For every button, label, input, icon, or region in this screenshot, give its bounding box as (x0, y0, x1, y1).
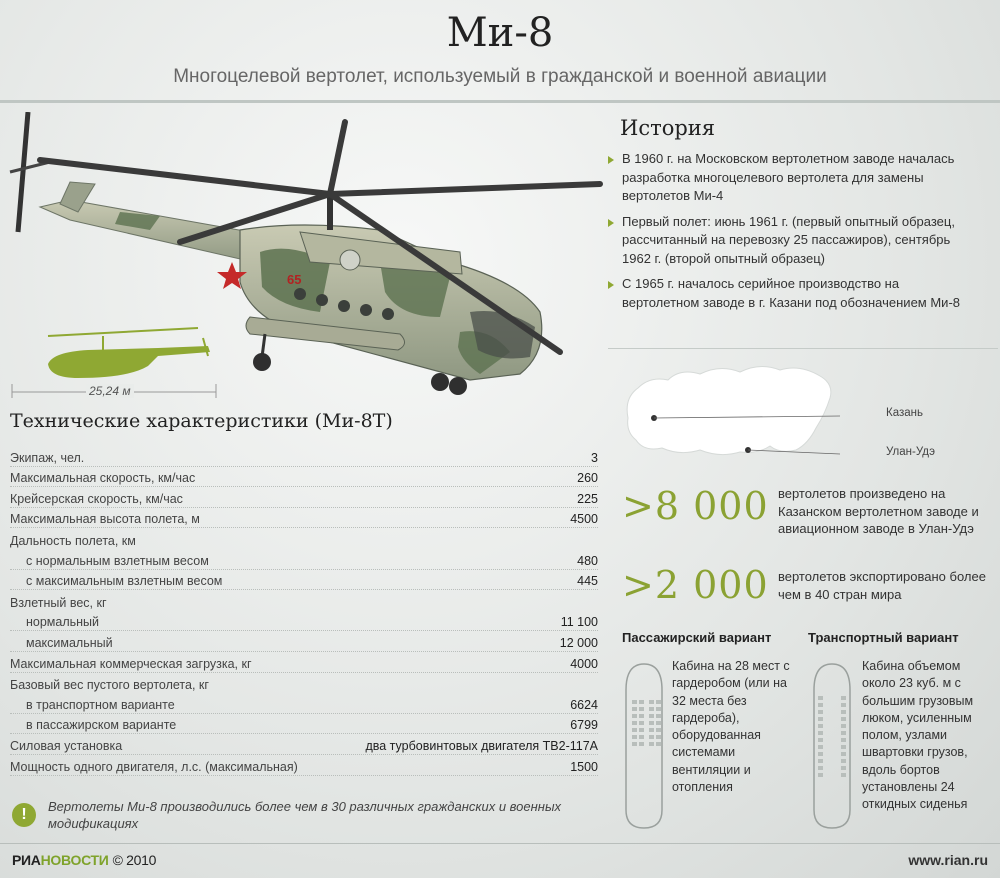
spec-row-range-max (10, 570, 598, 591)
russia-map (620, 358, 840, 474)
spec-label: Дальность полета, км (10, 533, 136, 548)
transport-variant-text: Кабина объемом около 23 куб. м с большим грузовым люком, усиленным полом, узлами швартовки грузов, вдоль бортов установлены 24 откидных сиденья (862, 659, 974, 812)
city-label-ulan-ude: Улан-Удэ (886, 446, 935, 458)
history-item-text: С 1965 г. началось серийное производство на вертолетном заводе в г. Казани под обозначением Ми-8 (622, 276, 960, 310)
modifications-note: Вертолеты Ми-8 производились более чем в 30 различных гражданских и военных модификациях (48, 799, 562, 831)
spec-row-payload (10, 652, 598, 673)
spec-row-weight-max (10, 631, 598, 652)
spec-label: Базовый вес пустого вертолета, кг (10, 678, 209, 693)
page-title: Ми-8 (446, 10, 554, 56)
history-list (606, 150, 976, 319)
spec-label: Крейсерская скорость, км/час (10, 491, 183, 506)
spec-value: 3 (591, 450, 598, 465)
spec-row-range (10, 528, 598, 549)
spec-row-weight-normal (10, 611, 598, 632)
copyright: © 2010 (112, 852, 157, 868)
spec-label: в транспортном варианте (26, 697, 175, 712)
spec-value: 445 (577, 574, 598, 589)
spec-row-range-normal (10, 549, 598, 570)
length-label: 25,24 м (86, 384, 134, 398)
history-item (606, 213, 976, 269)
spec-value: 480 (577, 553, 598, 568)
spec-label: Максимальная скорость, км/час (10, 471, 196, 486)
spec-value: 12 000 (559, 635, 598, 650)
specs-title: Технические характеристики (Ми-8Т) (10, 410, 393, 432)
history-item-text: Первый полет: июнь 1961 г. (первый опытный образец, рассчитанный на перевозку 25 пассажиров), сентябрь 1962 г. (второй опытный образец) (622, 213, 955, 266)
spec-label: нормальный (26, 615, 100, 630)
stat-exported-text: вертолетов экспортировано более чем в 40 стран мира (778, 569, 986, 602)
passenger-variant-text: Кабина на 28 мест с гардеробом (или на 32 места без гардероба), оборудованная системами вентиляции и отопления (672, 659, 790, 795)
spec-label: в пассажирском варианте (26, 718, 177, 733)
footer-divider (0, 843, 1000, 844)
spec-value: 11 100 (560, 615, 598, 630)
history-item (606, 275, 976, 312)
spec-value: 6624 (570, 697, 598, 712)
city-label-kazan: Казань (886, 407, 923, 419)
specs-table (10, 446, 598, 776)
spec-label: Максимальная коммерческая загрузка, кг (10, 656, 252, 671)
passenger-variant-title: Пассажирский вариант (622, 630, 772, 645)
side-number: 65 (287, 272, 302, 287)
transport-variant-title: Транспортный вариант (808, 630, 959, 645)
spec-label: максимальный (26, 635, 113, 650)
spec-label: Силовая установка (10, 738, 123, 753)
history-item-text: В 1960 г. на Московском вертолетном заводе началась разработка многоцелевого вертолета для замены вертолетов Ми-4 (622, 151, 955, 203)
spec-row-empty-transport (10, 693, 598, 714)
stat-produced-text: вертолетов произведено на Казанском вертолетном заводе и авиационном заводе в Улан-Удэ (778, 486, 979, 536)
stat-produced-number: >8 000 (622, 484, 769, 528)
logo-part-ria: РИА (12, 852, 41, 868)
spec-value: 6799 (570, 718, 598, 733)
ria-novosti-logo (12, 852, 156, 868)
spec-label: Взлетный вес, кг (10, 595, 107, 610)
spec-value: 260 (577, 471, 598, 486)
stat-exported-number: >2 000 (622, 563, 769, 607)
history-title: История (620, 116, 716, 140)
spec-label: с нормальным взлетным весом (26, 553, 209, 568)
spec-row-crew (10, 446, 598, 467)
spec-value: два турбовинтовых двигателя ТВ2-117А (365, 738, 598, 753)
spec-row-empty-passenger (10, 714, 598, 735)
spec-label: Максимальная высота полета, м (10, 512, 200, 527)
spec-row-empty-weight (10, 673, 598, 694)
header-divider (0, 100, 1000, 103)
spec-label: Экипаж, чел. (10, 450, 85, 465)
page-subtitle: Многоцелевой вертолет, используемый в гражданской и военной авиации (173, 66, 827, 87)
spec-row-powerplant (10, 734, 598, 755)
spec-row-engine-power (10, 755, 598, 776)
triangle-bullet-icon (608, 156, 614, 164)
spec-value: 1500 (570, 759, 598, 774)
spec-row-max-altitude (10, 508, 598, 529)
history-item (606, 150, 976, 206)
passenger-cabin-diagram (620, 660, 668, 832)
spec-value: 4500 (570, 512, 598, 527)
triangle-bullet-icon (608, 219, 614, 227)
spec-value: 4000 (570, 656, 598, 671)
spec-row-cruise-speed (10, 487, 598, 508)
site-url[interactable]: www.rian.ru (908, 852, 988, 868)
spec-label: с максимальным взлетным весом (26, 574, 223, 589)
logo-part-novosti: НОВОСТИ (40, 852, 109, 868)
triangle-bullet-icon (608, 281, 614, 289)
spec-row-takeoff-weight (10, 590, 598, 611)
spec-value: 225 (577, 491, 598, 506)
transport-cabin-diagram (808, 660, 856, 832)
spec-row-max-speed (10, 467, 598, 488)
spec-label: Мощность одного двигателя, л.с. (максимальная) (10, 759, 298, 774)
right-divider (608, 348, 998, 349)
exclamation-icon: ! (12, 803, 36, 827)
